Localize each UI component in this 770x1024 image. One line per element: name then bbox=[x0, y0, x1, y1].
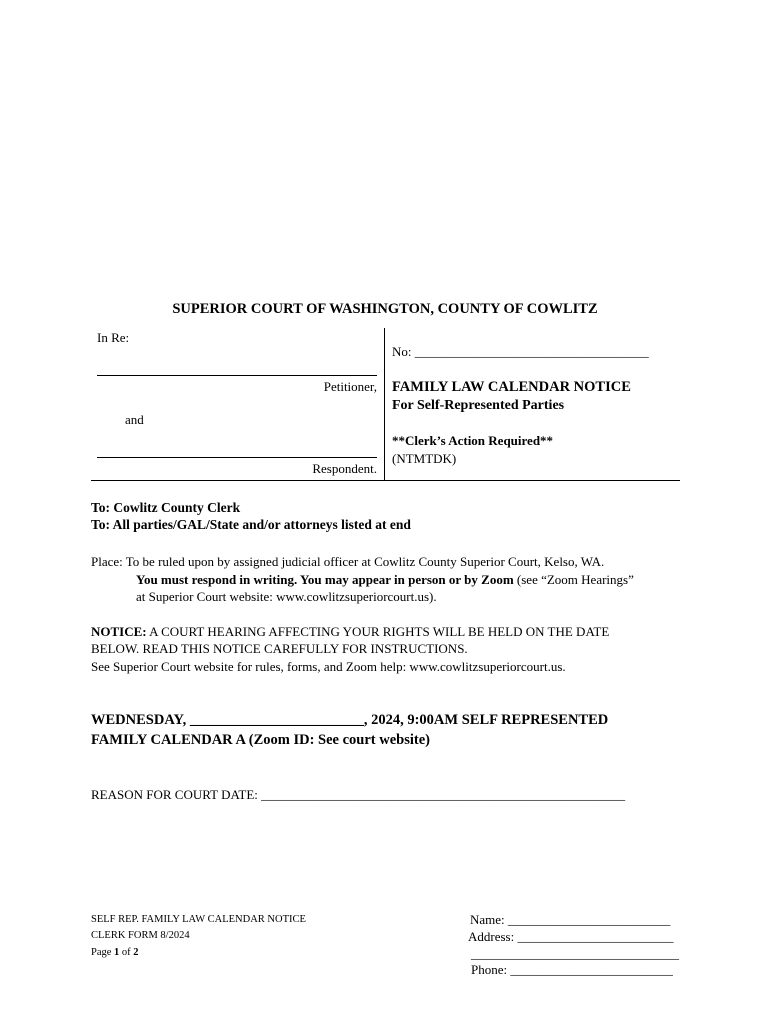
footer-form-title: SELF REP. FAMILY LAW CALENDAR NOTICE bbox=[91, 914, 306, 925]
petitioner-name-line bbox=[97, 375, 377, 376]
to-parties: To: All parties/GAL/State and/or attorneys listed at end bbox=[91, 517, 411, 532]
notice-line-1 bbox=[91, 624, 609, 640]
and-label: and bbox=[125, 412, 144, 427]
petitioner-label: Petitioner, bbox=[323, 379, 377, 394]
place-line: Place: To be ruled upon by assigned judicial officer at Cowlitz County Superior Court, Kelso, WA. bbox=[91, 554, 605, 569]
notice-line-2: BELOW. READ THIS NOTICE CAREFULLY FOR INSTRUCTIONS. bbox=[91, 641, 468, 656]
reason-for-court-date: REASON FOR COURT DATE: ________________________________________________________ bbox=[91, 787, 626, 802]
caption-parties bbox=[91, 330, 381, 480]
caption-bottom-divider bbox=[91, 480, 680, 481]
contact-address-line-2: ________________________________ bbox=[471, 946, 679, 961]
to-clerk: To: Cowlitz County Clerk bbox=[91, 500, 241, 515]
footer-form-number: CLERK FORM 8/2024 bbox=[91, 930, 190, 941]
page-of: of bbox=[119, 947, 134, 958]
respond-bold: You must respond in writing. You may appear in person or by Zoom bbox=[136, 572, 514, 587]
notice-line-3: See Superior Court website for rules, forms, and Zoom help: www.cowlitzsuperiorcourt.us. bbox=[91, 659, 566, 674]
hearing-calendar-line: FAMILY CALENDAR A (Zoom ID: See court website) bbox=[91, 732, 430, 748]
notice-label: NOTICE: bbox=[91, 624, 147, 639]
notice-subtitle: For Self-Represented Parties bbox=[392, 398, 565, 413]
page-prefix: Page bbox=[91, 947, 115, 958]
notice-line-1-text: A COURT HEARING AFFECTING YOUR RIGHTS WILL BE HELD ON THE DATE bbox=[146, 624, 610, 639]
clerk-action-required: **Clerk’s Action Required** bbox=[392, 433, 554, 448]
respond-rest: (see “Zoom Hearings” bbox=[513, 572, 634, 587]
form-code: (NTMTDK) bbox=[392, 451, 457, 466]
case-number: No: ____________________________________ bbox=[392, 344, 649, 359]
website-line: at Superior Court website: www.cowlitzsuperiorcourt.us). bbox=[136, 589, 437, 604]
contact-phone-line: Phone: _________________________ bbox=[471, 962, 673, 977]
respondent-label: Respondent. bbox=[312, 461, 377, 476]
page-total: 2 bbox=[133, 947, 139, 958]
contact-address-line: Address: ________________________ bbox=[468, 929, 674, 944]
notice-title: FAMILY LAW CALENDAR NOTICE bbox=[392, 379, 631, 395]
page-current: 1 bbox=[114, 947, 120, 958]
respondent-name-line bbox=[97, 457, 377, 458]
hearing-date-line: WEDNESDAY, ________________________, 2024, 9:00AM SELF REPRESENTED bbox=[91, 712, 609, 728]
footer-page-number bbox=[91, 947, 139, 958]
contact-name-line: Name: _________________________ bbox=[470, 912, 671, 927]
caption-vertical-divider bbox=[384, 328, 385, 480]
respond-instructions bbox=[136, 572, 634, 588]
court-title: SUPERIOR COURT OF WASHINGTON, COUNTY OF COWLITZ bbox=[172, 301, 598, 317]
in-re-label: In Re: bbox=[97, 330, 130, 345]
